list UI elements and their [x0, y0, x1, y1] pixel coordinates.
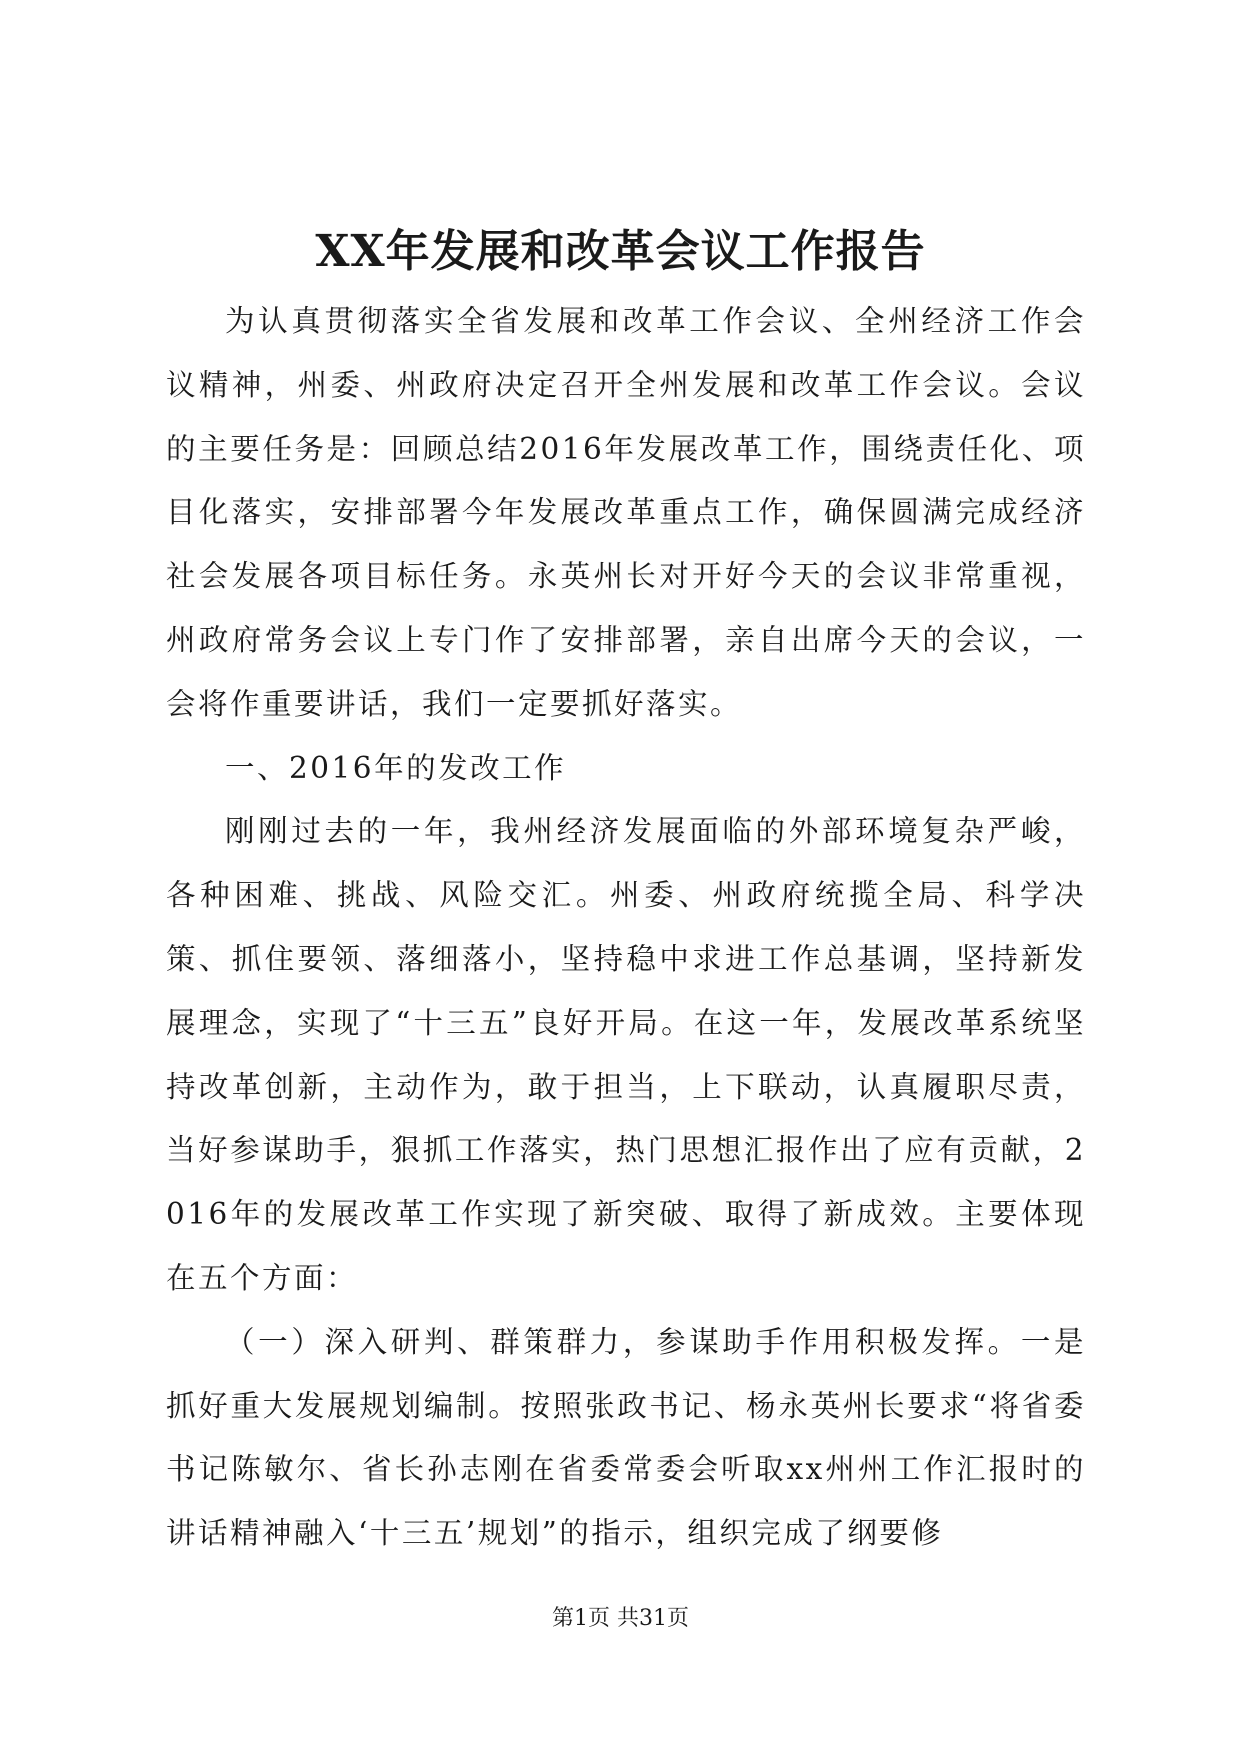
- section-heading-2016: 一、2016年的发改工作: [225, 750, 567, 785]
- page-number-footer: 第1页 共31页: [552, 1606, 689, 1631]
- paragraph-review: 刚刚过去的一年，我州经济发展面临的外部环境复杂严峻，各种困难、挑战、风险交汇。州委、州政府统揽全局、科学决策、抓住要领、落细落小，坚持稳中求进工作总基调，坚持新发展理念，实现了“十三五”良好开局。在这一年，发展改革系统坚持改革创新，主动作为，敢于担当，上下联动，认真履职尽责，当好参谋助手，狠抓工作落实，热门思想汇报作出了应有贡献，2016年的发展改革工作实现了新突破、取得了新成效。主要体现在五个方面：: [166, 814, 1086, 1295]
- paragraph-intro: 为认真贯彻落实全省发展和改革工作会议、全州经济工作会议精神，州委、州政府决定召开全州发展和改革工作会议。会议的主要任务是：回顾总结2016年发展改革工作，围绕责任化、项目化落实，安排部署今年发展改革重点工作，确保圆满完成经济社会发展各项目标任务。永英州长对开好今天的会议非常重视，州政府常务会议上专门作了安排部署，亲自出席今天的会议，一会将作重要讲话，我们一定要抓好落实。: [166, 304, 1086, 721]
- document-title: XX年发展和改革会议工作报告: [315, 226, 926, 277]
- document-body: [166, 290, 1086, 1566]
- paragraph-item-one: （一）深入研判、群策群力，参谋助手作用积极发挥。一是抓好重大发展规划编制。按照张政书记、杨永英州长要求“将省委书记陈敏尔、省长孙志刚在省委常委会听取xx州州工作汇报时的讲话精神融入‘十三五’规划”的指示，组织完成了纲要修: [166, 1324, 1086, 1551]
